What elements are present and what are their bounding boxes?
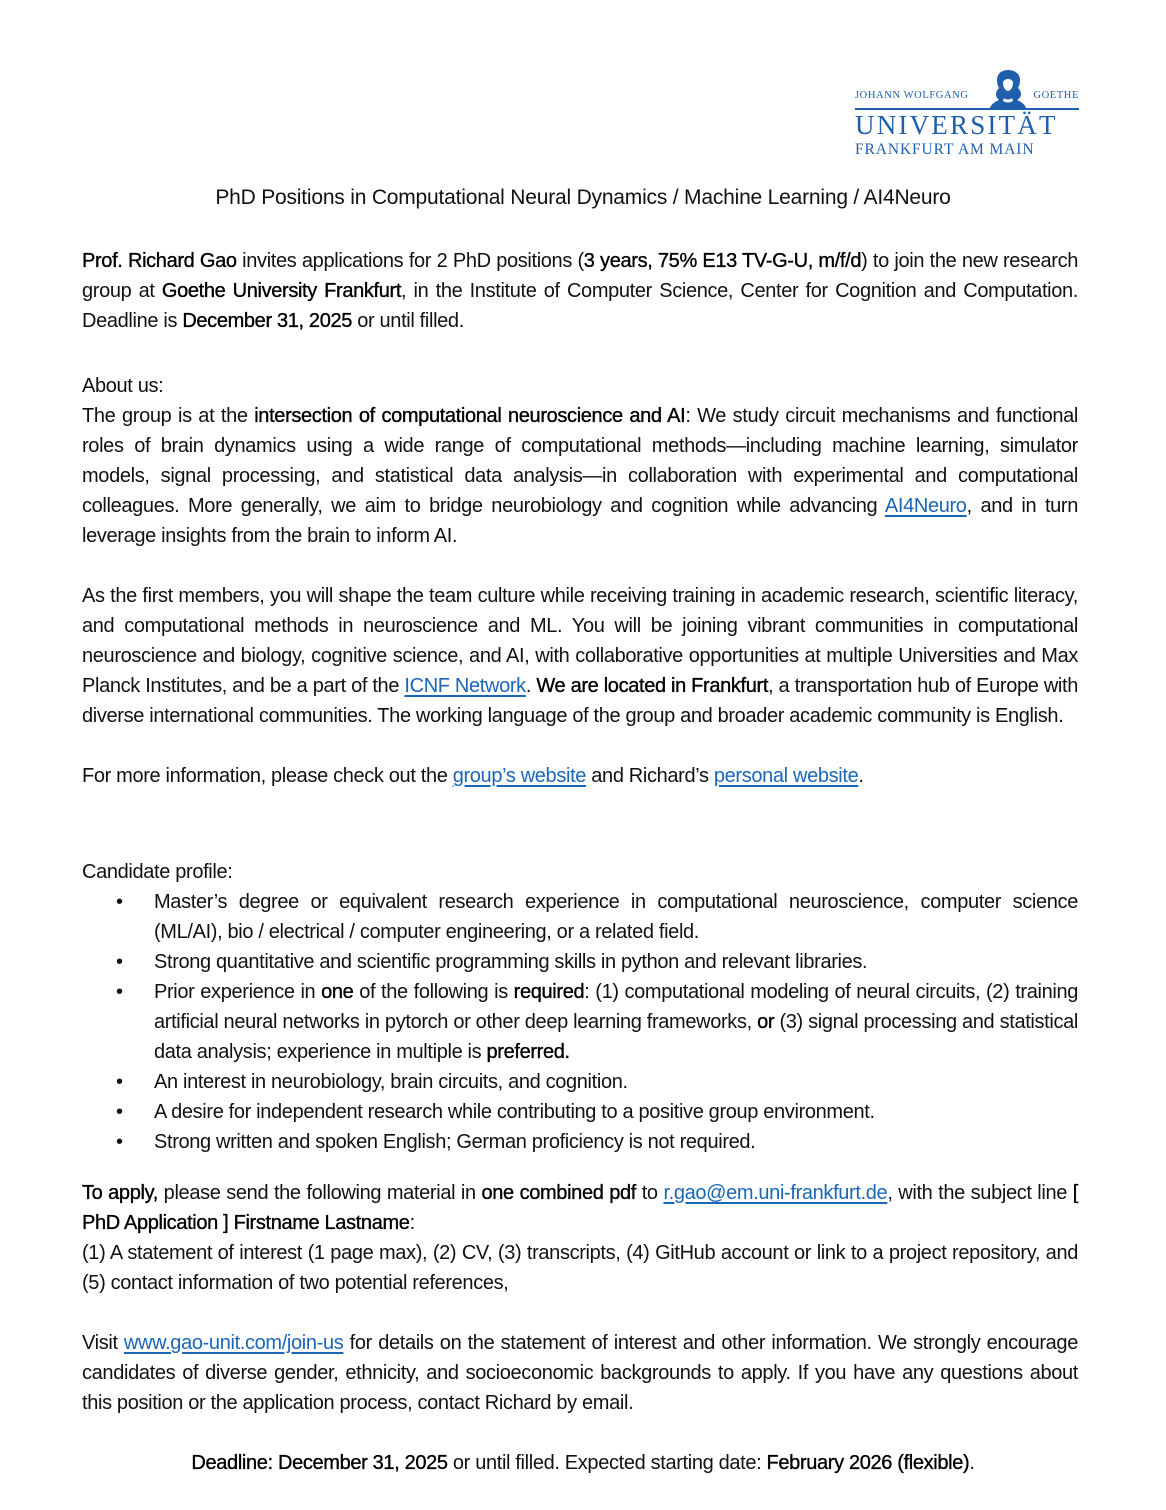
about-paragraph-1: The group is at the intersection of computational neuroscience and AI: We study circuit mechanisms and functional roles of brain dynamics using a wide range of computational methods—including machine learning, simulator models, signal processing, and statistical data analysis—in collaboration with experimental and computational colleagues. More generally, we aim to bridge neurobiology and cognition while advancing AI4Neuro, and in turn leverage insights from the brain to inform AI. <box>82 405 1079 547</box>
bullet-icon: • <box>116 891 123 913</box>
logo-line-1: JOHANN WOLFGANG GOETHE <box>855 90 1079 101</box>
apply-paragraph: To apply, please send the following material in one combined pdf to r.gao@em.uni-frankfurt.de, with the subject line [ PhD Application ] Firstname Lastname: <box>82 1182 1078 1234</box>
intro-paragraph: Prof. Richard Gao invites applications for 2 PhD positions (3 years, 75% E13 TV-G-U, m/f/d) to join the new research group at Goethe University Frankfurt, in the Institute of Computer Science, Center for Cognition and Computation. Deadline is December 31, 2025 or until filled. <box>82 250 1078 332</box>
about-paragraph-2: As the first members, you will shape the team culture while receiving training in academic research, scientific literacy, and computational methods in neuroscience and ML. You will be joining vibrant communities in computational neuroscience and biology, cognitive science, and AI, with collaborative opportunities at multiple Universities and Max Planck Institutes, and be a part of the ICNF Network. We are located in Frankfurt, a transportation hub of Europe with diverse international communities. The working language of the group and broader academic community is English. <box>82 585 1078 727</box>
goethe-portrait-icon <box>986 68 1030 108</box>
bullet-icon: • <box>116 951 123 973</box>
apply-section <box>82 1178 1078 1298</box>
candidate-profile-heading: Candidate profile: <box>82 861 233 883</box>
list-item: • A desire for independent research while contributing to a positive group environment. <box>82 1097 1078 1127</box>
page-title: PhD Positions in Computational Neural Dynamics / Machine Learning / AI4Neuro <box>215 186 951 209</box>
footer-deadline: Deadline: December 31, 2025 or until filled. Expected starting date: February 2026 (flexible). <box>191 1452 975 1474</box>
email-link[interactable]: r.gao@em.uni-frankfurt.de <box>663 1182 888 1204</box>
list-item: • Strong quantitative and scientific programming skills in python and relevant libraries. <box>82 947 1078 977</box>
bullet-icon: • <box>116 1131 123 1153</box>
apply-materials: (1) A statement of interest (1 page max), (2) CV, (3) transcripts, (4) GitHub account or link to a project repository, and (5) contact information of two potential references, <box>82 1242 1078 1294</box>
about-section <box>82 371 1078 791</box>
bullet-icon: • <box>116 1071 123 1093</box>
university-logo <box>855 68 1081 164</box>
list-item: • Strong written and spoken English; German proficiency is not required. <box>82 1127 1078 1157</box>
join-us-link[interactable]: www.gao-unit.com/join-us <box>123 1332 344 1354</box>
group-website-link[interactable]: group’s website <box>452 765 587 787</box>
list-item: • Master’s degree or equivalent research experience in computational neuroscience, computer science (ML/AI), bio / electrical / computer engineering, or a related field. <box>82 887 1078 947</box>
visit-paragraph: Visit www.gao-unit.com/join-us for details on the statement of interest and other information. We strongly encourage candidates of diverse gender, ethnicity, and socioeconomic backgrounds to apply. If you have any questions about this position or the application process, contact Richard by email. <box>82 1332 1078 1414</box>
about-heading: About us: <box>82 375 164 397</box>
logo-line-2: UNIVERSITÄT <box>855 110 1058 140</box>
about-paragraph-3: For more information, please check out the group’s website and Richard’s personal website. <box>82 765 864 787</box>
candidate-profile-list <box>82 887 1078 1157</box>
list-item: • An interest in neurobiology, brain circuits, and cognition. <box>82 1067 1078 1097</box>
personal-website-link[interactable]: personal website <box>713 765 859 787</box>
list-item: • Prior experience in one of the following is required: (1) computational modeling of neural circuits, (2) training artificial neural networks in pytorch or other deep learning frameworks, or (3) signal processing and statistical data analysis; experience in multiple is preferred. <box>82 977 1078 1067</box>
candidate-profile-section <box>82 857 1078 1157</box>
icnf-network-link[interactable]: ICNF Network <box>404 675 526 697</box>
bullet-icon: • <box>116 1101 123 1123</box>
logo-line-3: FRANKFURT AM MAIN <box>855 141 1035 158</box>
bullet-icon: • <box>116 981 123 1003</box>
ai4neuro-link[interactable]: AI4Neuro <box>884 495 967 517</box>
visit-section <box>82 1328 1078 1418</box>
